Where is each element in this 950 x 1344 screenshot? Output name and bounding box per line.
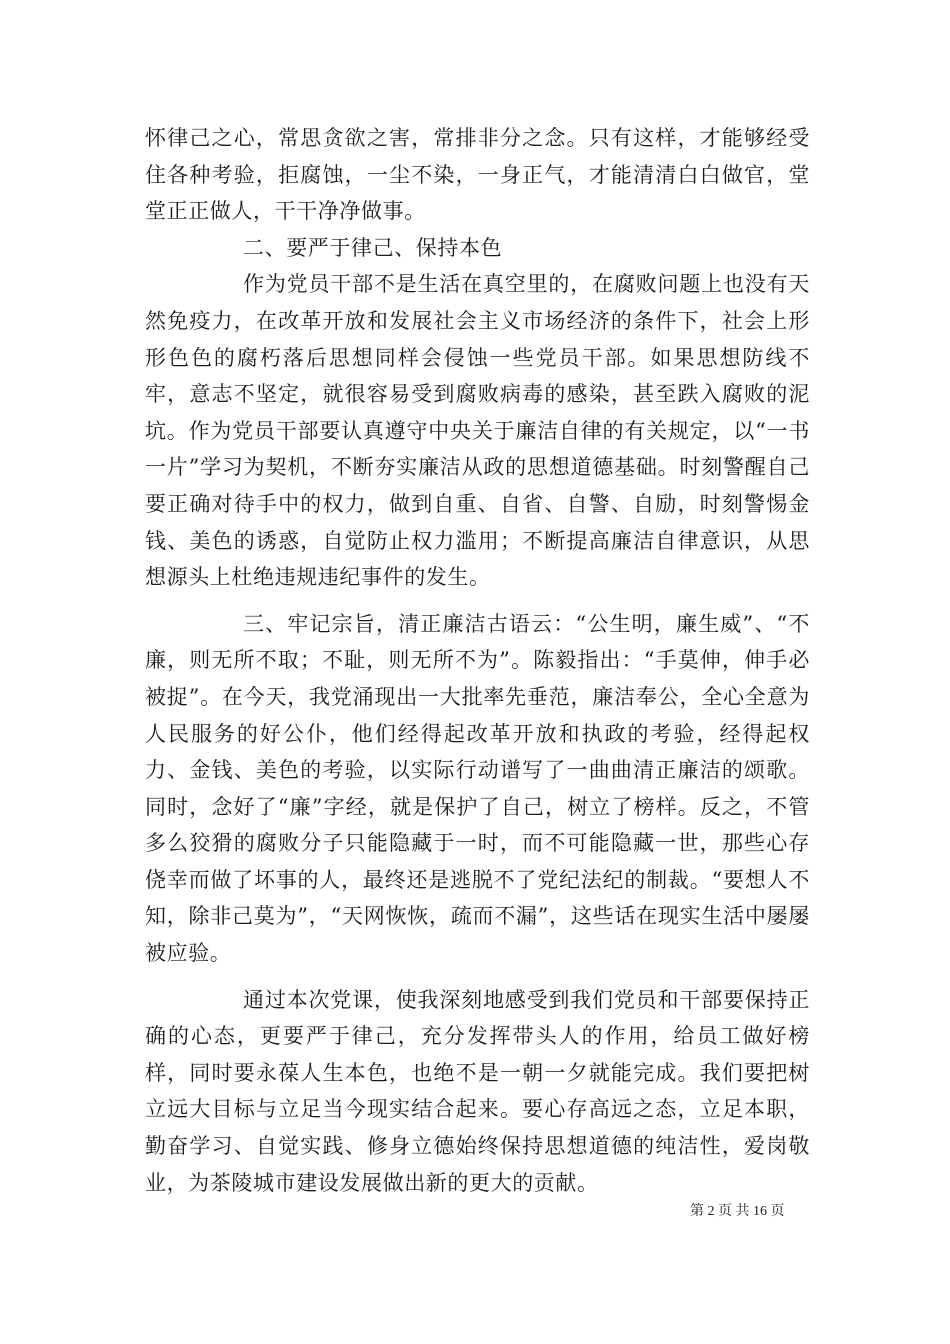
paragraph-section-3: 三、牢记宗旨，清正廉洁古语云：“公生明，廉生威”、“不廉，则无所不取；不耻，则无所不为”。陈毅指出：“手莫伸，伸手必被捉”。在今天，我党涌现出一大批率先垂范，廉洁奉公，全心全意为人民服务的好公仆，他们经得起改革开放和执政的考验，经得起权力、金钱、美色的考验，以实际行动谱写了一曲曲清正廉洁的颂歌。同时，念好了“廉”字经，就是保护了自己，树立了榜样。反之，不管多么狡猾的腐败分子只能隐藏于一时，而不可能隐藏一世，那些心存侥幸而做了坏事的人，最终还是逃脱不了党纪法纪的制裁。“要想人不知，除非己莫为”，“天网恢恢，疏而不漏”，这些话在现实生活中屡屡被应验。 xyxy=(145,611,810,966)
paragraph-continuation: 怀律己之心，常思贪欲之害，常排非分之念。只有这样，才能够经受住各种考验，拒腐蚀，一尘不染，一身正气，才能清清白白做官，堂堂正正做人，干干净净做事。 xyxy=(145,126,810,224)
document-body xyxy=(145,120,810,1201)
paragraph-conclusion: 通过本次党课，使我深刻地感受到我们党员和干部要保持正确的心态，更要严于律己，充分发挥带头人的作用，给员工做好榜样，同时要永葆人生本色，也绝不是一朝一夕就能完成。我们要把树立远大目标与立足当今现实结合起来。要心存高远之态，立足本职，勤奋学习、自觉实践、修身立德始终保持思想道德的纯洁性，爱岗敬业，为茶陵城市建设发展做出新的更大的贡献。 xyxy=(145,987,810,1195)
paragraph-section-2: 作为党员干部不是生活在真空里的，在腐败问题上也没有天然免疫力，在改革开放和发展社会主义市场经济的条件下，社会上形形色色的腐朽落后思想同样会侵蚀一些党员干部。如果思想防线不牢，意志不坚定，就很容易受到腐败病毒的感染，甚至跌入腐败的泥坑。作为党员干部要认真遵守中央关于廉洁自律的有关规定，以“一书一片”学习为契机，不断夯实廉洁从政的思想道德基础。时刻警醒自己要正确对待手中的权力，做到自重、自省、自警、自励，时刻警惕金钱、美色的诱惑，自觉防止权力滥用；不断提高廉洁自律意识，从思想源头上杜绝违规违纪事件的发生。 xyxy=(145,272,810,590)
page-number-footer: 第 2 页 共 16 页 xyxy=(690,1204,785,1219)
section-heading-2: 二、要严于律己、保持本色 xyxy=(243,235,503,260)
